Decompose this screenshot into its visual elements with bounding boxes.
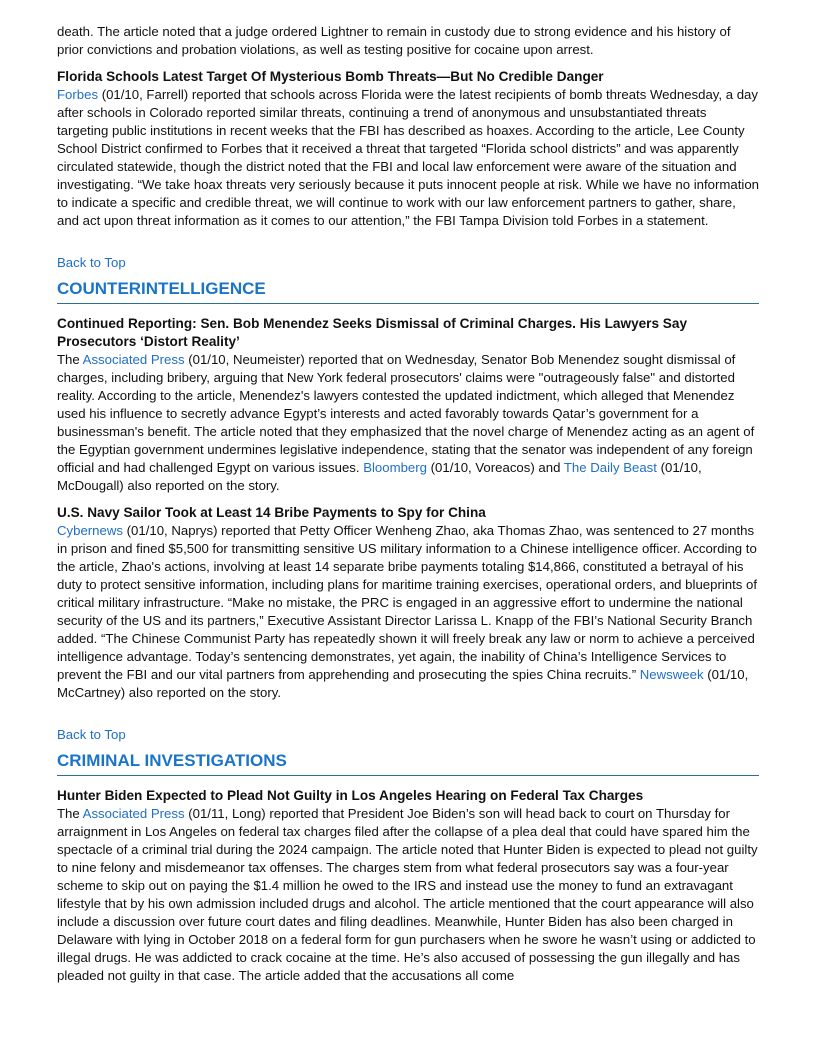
story-text-mid: (01/10, Voreacos) and <box>426 460 564 475</box>
source-link-associated-press[interactable]: Associated Press <box>82 806 185 821</box>
story-body <box>57 351 759 495</box>
story-menendez <box>57 315 759 495</box>
story-text-prefix: The <box>57 806 83 821</box>
story-title: U.S. Navy Sailor Took at Least 14 Bribe Payments to Spy for China <box>57 505 486 520</box>
story-text-end: (01/10, McDougall) also reported on the story. <box>57 460 702 493</box>
story-text-prefix: The <box>57 352 83 367</box>
section-heading-counterintelligence: COUNTERINTELLIGENCE <box>57 278 759 304</box>
story-text: (01/10, Farrell) reported that schools across Florida were the latest recipients of bomb threats Wednesday, a day after schools in Colorado reported similar threats, continuing a trend of anonymous and unsubstantiated threats targeting public institutions in recent weeks that the FBI has described as hoaxes. According to the article, Lee County School District confirmed to Forbes that it received a threat that targeted “Florida school districts” and was apparently circulated statewide, though the district noted that the FBI and local law enforcement were aware of the situation and investigating. “We take hoax threats very seriously because it puts innocent people at risk. While we have no information to indicate a specific and credible threat, we will continue to work with our law enforcement partners to gather, share, and act upon threat information as it comes to our attention,” the FBI Tampa Division told Forbes in a statement. <box>57 87 759 228</box>
source-link-bloomberg[interactable]: Bloomberg <box>363 460 427 475</box>
source-link-cybernews[interactable]: Cybernews <box>57 523 123 538</box>
source-link-daily-beast[interactable]: The Daily Beast <box>563 460 657 475</box>
story-body <box>57 805 759 985</box>
story-text: (01/10, Naprys) reported that Petty Officer Wenheng Zhao, aka Thomas Zhao, was sentenced to 27 months in prison and fined $5,500 for transmitting sensitive US military information to a Chinese intelligence officer. According to the article, Zhao's actions, involving at least 14 separate bribe payments totaling $14,866, constituted a betrayal of his duty to protect sensitive information, including plans for maritime training exercises, operational orders, and blueprints of critical military infrastructure. “Make no mistake, the PRC is engaged in an aggressive effort to undermine the national security of the US and its partners,” Executive Assistant Director Larissa L. Knapp of the FBI’s National Security Branch added. “The Chinese Communist Party has repeatedly shown it will freely break any law or norm to achieve a perceived intelligence advantage. Today’s sentencing demonstrates, yet again, the inability of China’s Intelligence Services to prevent the FBI and our vital partners from apprehending and prosecuting the spies China recruits.” <box>57 523 758 682</box>
story-text-end: (01/10, McCartney) also reported on the story. <box>57 667 749 700</box>
story-body <box>57 86 759 230</box>
intro-paragraph: death. The article noted that a judge ordered Lightner to remain in custody due to strong evidence and his history of prior convictions and probation violations, as well as testing positive for cocaine upon arrest. <box>57 24 731 57</box>
section-heading-criminal-investigations: CRIMINAL INVESTIGATIONS <box>57 750 759 776</box>
source-link-associated-press[interactable]: Associated Press <box>82 352 185 367</box>
story-title: Hunter Biden Expected to Plead Not Guilty in Los Angeles Hearing on Federal Tax Charges <box>57 788 644 803</box>
story-navy-sailor <box>57 504 759 702</box>
source-link-forbes[interactable]: Forbes <box>57 87 99 102</box>
story-title: Florida Schools Latest Target Of Mysterious Bomb Threats—But No Credible Danger <box>57 69 604 84</box>
story-florida-bomb-threats <box>57 68 759 230</box>
story-text: (01/10, Neumeister) reported that on Wednesday, Senator Bob Menendez sought dismissal of charges, including bribery, arguing that New York federal prosecutors' claims were "outrageously false" and distorted reality. According to the article, Menendez's lawyers contested the updated indictment, which alleged that Menendez used his influence to secretly advance Egypt’s interests and acted favorably towards Qatar’s government for a businessman's benefit. The article noted that they emphasized that the novel charge of Menendez acting as an agent of the Egyptian government undermines legislative independence, stating that the senator was independent of any foreign official and had challenged Egypt on various issues. <box>57 352 755 475</box>
back-to-top-link[interactable]: Back to Top <box>57 727 126 742</box>
story-body <box>57 522 759 702</box>
story-hunter-biden <box>57 787 759 985</box>
back-to-top-link[interactable]: Back to Top <box>57 255 126 270</box>
source-link-newsweek[interactable]: Newsweek <box>639 667 704 682</box>
story-text: (01/11, Long) reported that President Joe Biden’s son will head back to court on Thursday for arraignment in Los Angeles on federal tax charges filed after the collapse of a plea deal that could have spared him the spectacle of a criminal trial during the 2024 campaign. The article noted that Hunter Biden is expected to plead not guilty to nine felony and misdemeanor tax offenses. The charges stem from what federal prosecutors say was a four-year scheme to skip out on paying the $1.4 million he owed to the IRS and instead use the money to fund an extravagant lifestyle that by his own admission included drugs and alcohol. The article mentioned that the court appearance will also include a discussion over future court dates and filing deadlines. Meanwhile, Hunter Biden has also been charged in Delaware with lying in October 2018 on a federal form for gun purchasers when he swore he wasn’t using or addicted to illegal drugs. He was addicted to crack cocaine at the time. He’s also accused of possessing the gun illegally and has pleaded not guilty in that case. The article added that the accusations all come <box>57 806 758 983</box>
story-title: Continued Reporting: Sen. Bob Menendez Seeks Dismissal of Criminal Charges. His Lawyers Say Prosecutors ‘Distort Reality’ <box>57 316 687 349</box>
